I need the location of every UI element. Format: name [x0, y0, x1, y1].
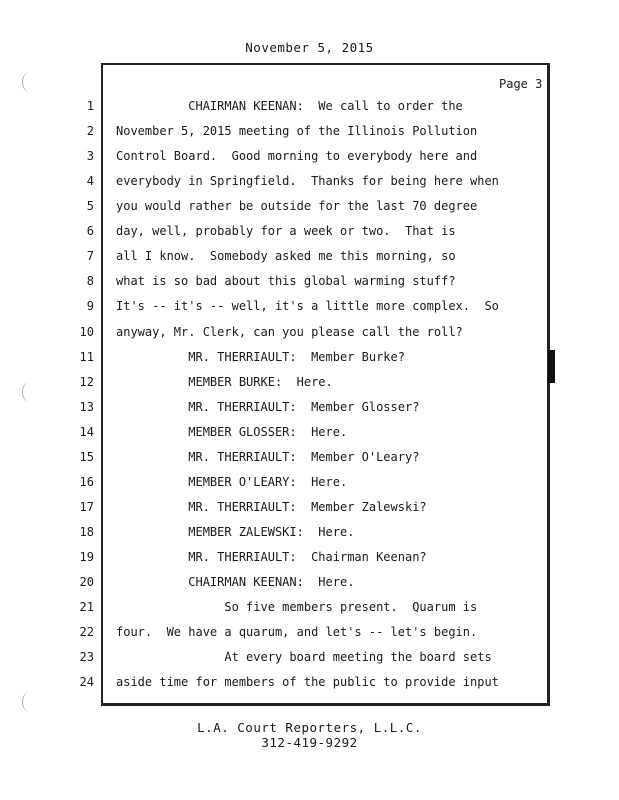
- line-text: MR. THERRIAULT: Chairman Keenan?: [116, 549, 427, 564]
- line-text: you would rather be outside for the last 70 degree: [116, 199, 478, 214]
- line-text: everybody in Springfield. Thanks for being here when: [116, 174, 499, 189]
- page-number: Page 3: [499, 77, 543, 91]
- punch-hole-middle: [22, 382, 37, 402]
- line-number: 3: [86, 149, 94, 164]
- line-number: 1: [86, 99, 94, 113]
- line-text: It's -- it's -- well, it's a little more complex. So: [116, 299, 499, 314]
- line-number: 22: [79, 625, 94, 640]
- line-number: 10: [79, 324, 94, 339]
- line-number: 2: [86, 124, 94, 138]
- line-text: MEMBER GLOSSER: Here.: [116, 424, 348, 439]
- line-number: 7: [86, 249, 94, 264]
- line-number: 23: [79, 650, 94, 665]
- line-text: what is so bad about this global warming stuff?: [116, 274, 456, 289]
- line-number: 24: [79, 675, 94, 690]
- line-text: CHAIRMAN KEENAN: We call to order the: [116, 99, 463, 113]
- line-number: 15: [79, 449, 94, 464]
- punch-hole-bottom: [22, 692, 37, 712]
- line-text: aside time for members of the public to provide input: [116, 675, 499, 690]
- line-number: 9: [86, 299, 94, 314]
- header-date: November 5, 2015: [245, 40, 374, 55]
- line-number: 21: [79, 600, 94, 614]
- line-text: MR. THERRIAULT: Member O'Leary?: [116, 449, 420, 464]
- line-number: 5: [86, 199, 94, 214]
- line-text: MR. THERRIAULT: Member Glosser?: [116, 399, 420, 414]
- line-number: 19: [79, 549, 94, 564]
- line-text: MR. THERRIAULT: Member Burke?: [116, 349, 405, 364]
- line-text: At every board meeting the board sets: [116, 650, 492, 665]
- line-text: four. We have a quarum, and let's -- let's begin.: [116, 625, 478, 640]
- line-number: 12: [79, 374, 94, 389]
- punch-hole-top: [22, 72, 37, 92]
- line-number: 8: [86, 274, 94, 289]
- footer-phone: 312-419-9292: [261, 735, 358, 750]
- line-number: 13: [79, 399, 94, 414]
- line-text: MEMBER ZALEWSKI: Here.: [116, 524, 355, 539]
- line-number: 17: [79, 499, 94, 514]
- line-number: 14: [79, 424, 94, 439]
- line-number: 18: [79, 524, 94, 539]
- line-number: 4: [86, 174, 94, 189]
- line-text: all I know. Somebody asked me this morning, so: [116, 249, 456, 264]
- line-text: anyway, Mr. Clerk, can you please call the roll?: [116, 324, 463, 339]
- line-text: So five members present. Quarum is: [116, 600, 478, 614]
- line-text: day, well, probably for a week or two. That is: [116, 224, 456, 239]
- line-number: 6: [86, 224, 94, 239]
- line-text: MEMBER O'LEARY: Here.: [116, 474, 348, 489]
- line-text: Control Board. Good morning to everybody here and: [116, 149, 478, 164]
- line-number: 16: [79, 474, 94, 489]
- line-number: 20: [79, 575, 94, 589]
- line-text: MR. THERRIAULT: Member Zalewski?: [116, 499, 427, 514]
- line-number: 11: [79, 349, 94, 364]
- line-text: MEMBER BURKE: Here.: [116, 374, 333, 389]
- page-edge-tab-marker: [548, 350, 555, 383]
- footer-company: L.A. Court Reporters, L.L.C.: [197, 720, 422, 735]
- line-text: November 5, 2015 meeting of the Illinois Pollution: [116, 124, 478, 138]
- line-text: CHAIRMAN KEENAN: Here.: [116, 575, 355, 589]
